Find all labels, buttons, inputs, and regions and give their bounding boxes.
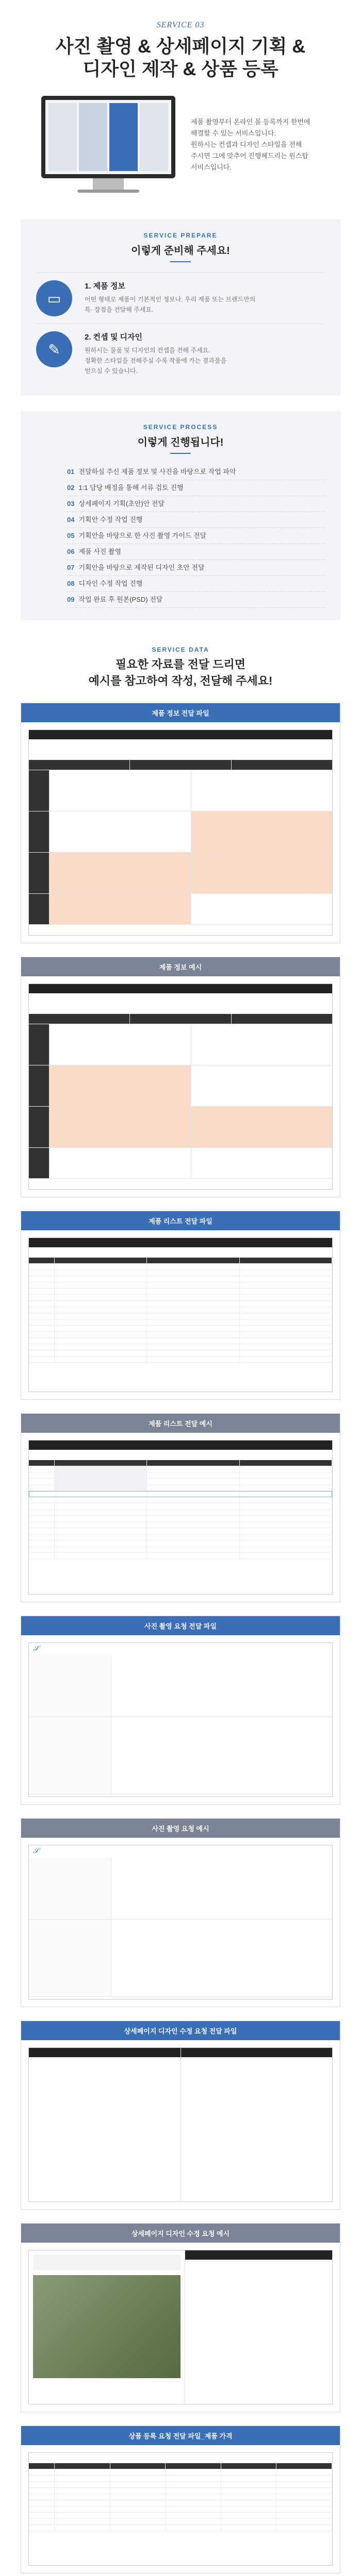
prepare-item-desc: 원하시는 물품 및 디자인의 컨셉을 전해 주세요. 정확한 스타일을 전해주실 수록 작품에 가는 결과물을 얻으실 수 있습니다. bbox=[85, 347, 227, 375]
design-revision-example-card bbox=[21, 2223, 340, 2412]
service-eyebrow: SERVICE 03 bbox=[156, 21, 205, 29]
page-title bbox=[21, 35, 340, 80]
design-revision-file-card bbox=[21, 2021, 340, 2210]
document-preview bbox=[28, 1440, 333, 1595]
product-registration-file-card bbox=[21, 2426, 340, 2573]
card-title: 제품 정보 예시 bbox=[21, 957, 340, 976]
process-step: 05 기획안을 바탕으로 한 사진 촬영 가이드 전달 bbox=[67, 528, 325, 544]
process-step: 01 전달하실 주신 제품 정보 및 사진을 바탕으로 작업 파악 bbox=[67, 464, 325, 480]
card-title: 사진 촬영 요청 전달 파일 bbox=[21, 1616, 340, 1635]
photo-request-file-card bbox=[21, 1616, 340, 1805]
prepare-item-title: 1. 제품 정보 bbox=[85, 282, 125, 291]
card-title: 상품 등록 요청 전달 파일_제품 가격 bbox=[21, 2426, 340, 2445]
prepare-heading: 이렇게 준비해 주세요! bbox=[131, 245, 230, 257]
data-heading: 필요한 자료를 전달 드리면 예시를 참고하여 작성, 전달해 주세요! bbox=[88, 658, 273, 687]
prepare-section bbox=[21, 219, 340, 396]
document-preview bbox=[28, 984, 333, 1190]
pen-icon: ✎ bbox=[36, 331, 72, 367]
process-step: 06 제품 사진 촬영 bbox=[67, 544, 325, 560]
document-preview bbox=[28, 2452, 333, 2566]
process-step: 04 기획안 수정 작업 진행 bbox=[67, 512, 325, 528]
monitor-illustration bbox=[41, 96, 175, 194]
prepare-item-title: 2. 컨셉 및 디자인 bbox=[85, 333, 142, 342]
process-step: 09 작업 완료 후 원본(PSD) 전달 bbox=[67, 592, 325, 608]
document-preview bbox=[28, 2047, 333, 2202]
logo-mark: 𝒮 bbox=[33, 1645, 39, 1653]
card-title: 제품 리스트 전달 파일 bbox=[21, 1211, 340, 1230]
logo-mark: 𝒮 bbox=[33, 1848, 39, 1855]
process-step: 02 1:1 담당 배정을 통해 서류 검토 진행 bbox=[67, 480, 325, 496]
card-title: 제품 리스트 전달 예시 bbox=[21, 1414, 340, 1433]
product-photo bbox=[33, 2275, 180, 2378]
hero-section bbox=[0, 0, 361, 204]
title-line-2: 디자인 제작 & 상품 등록 bbox=[83, 58, 278, 79]
title-line-1: 사진 촬영 & 상세페이지 기획 & bbox=[55, 36, 306, 57]
intro-text: 제품 촬영부터 온라인 몰 등록까지 한번에 해결할 수 있는 서비스입니다. 원하시는 컨셉과 디자인 스타일을 전해 주시면 그에 맞추어 진행해드리는 원스탑 서비스입니다. bbox=[191, 118, 310, 171]
card-title: 제품 정보 전달 파일 bbox=[21, 703, 340, 722]
prepare-item-desc: 어떤 형태로 제품이 기본적인 정보나, 우리 제품 또는 브랜드만의 특· 장점을 전달해 주세요. bbox=[85, 296, 256, 313]
document-preview bbox=[28, 1642, 333, 1797]
prepare-item bbox=[36, 273, 325, 324]
data-eyebrow: SERVICE DATA bbox=[152, 646, 209, 653]
document-preview bbox=[28, 1238, 333, 1392]
prepare-item bbox=[36, 324, 325, 383]
process-steps bbox=[36, 464, 325, 608]
laptop-icon: ▭ bbox=[36, 280, 72, 316]
process-section bbox=[21, 411, 340, 620]
process-step: 07 기획안을 바탕으로 제작된 디자인 초안 전달 bbox=[67, 560, 325, 576]
document-preview bbox=[28, 2250, 333, 2404]
card-title: 상세페이지 디자인 수정 요청 예시 bbox=[21, 2224, 340, 2243]
intro-block bbox=[21, 96, 340, 194]
document-preview bbox=[28, 730, 333, 936]
process-heading: 이렇게 진행됩니다! bbox=[137, 437, 224, 448]
card-title: 상세페이지 디자인 수정 요청 전달 파일 bbox=[21, 2021, 340, 2040]
process-eyebrow: SERVICE PROCESS bbox=[143, 423, 218, 431]
product-info-file-card bbox=[21, 703, 340, 943]
product-info-example-card bbox=[21, 957, 340, 1197]
document-preview bbox=[28, 1845, 333, 1999]
card-title: 사진 촬영 요청 예시 bbox=[21, 1819, 340, 1838]
product-list-example-card bbox=[21, 1413, 340, 1602]
process-step: 08 디자인 수정 작업 진행 bbox=[67, 576, 325, 592]
prepare-eyebrow: SERVICE PREPARE bbox=[143, 232, 218, 239]
process-step: 03 상세페이지 기획(초안)안 전달 bbox=[67, 496, 325, 512]
product-list-file-card bbox=[21, 1211, 340, 1400]
data-section-head bbox=[0, 646, 361, 689]
photo-request-example-card bbox=[21, 1818, 340, 2007]
